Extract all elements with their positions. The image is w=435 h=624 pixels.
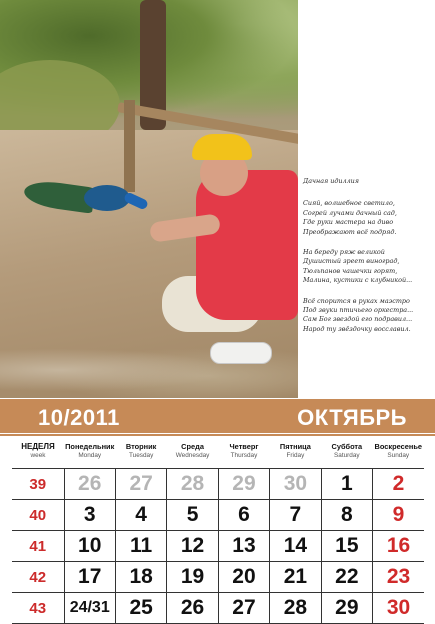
poem-stanza <box>303 199 431 237</box>
week-label-en: week <box>30 452 46 459</box>
calendar-week-row <box>12 500 424 531</box>
poem-line: Сам Бог звездой его подравил... <box>303 315 413 324</box>
day-cell: 13 <box>218 531 269 562</box>
header-divider <box>0 434 435 436</box>
week-number: 39 <box>12 469 64 500</box>
poem-line: Сияй, волшебное светило, <box>303 199 395 208</box>
weekday-header <box>167 440 218 469</box>
poem-line: Душистый зреет виноград, <box>303 257 400 266</box>
weekday-name: Воскресенье <box>374 442 422 451</box>
day-cell: 28 <box>270 593 321 624</box>
photo-fence-post <box>124 100 135 192</box>
poem-line: Где руки мастера на диво <box>303 218 394 227</box>
poem-title: Дачная идиллия <box>303 177 360 185</box>
poem-line: Малина, кустики с клубникой... <box>303 276 413 285</box>
poem-line: На береду ряж великой <box>303 248 385 257</box>
poem-stanza <box>303 248 431 286</box>
weekday-header <box>218 440 269 469</box>
week-number: 41 <box>12 531 64 562</box>
poem-line: Преображают всё подряд. <box>303 227 397 236</box>
day-cell: 10 <box>64 531 115 562</box>
weekday-name-en: Sunday <box>387 452 410 459</box>
week-label: НЕДЕЛЯ <box>21 442 55 451</box>
weekday-name: Вторник <box>125 442 157 451</box>
calendar-week-row <box>12 469 424 500</box>
day-cell: 29 <box>321 593 372 624</box>
weekday-name: Пятница <box>279 442 311 451</box>
day-cell: 12 <box>167 531 218 562</box>
day-cell: 15 <box>321 531 372 562</box>
day-cell-sunday: 23 <box>373 562 424 593</box>
weekday-header <box>64 440 115 469</box>
weekday-name-en: Tuesday <box>128 452 154 459</box>
day-cell: 26 <box>167 593 218 624</box>
day-cell-prev-month: 30 <box>270 469 321 500</box>
day-cell: 27 <box>218 593 269 624</box>
weekday-name: Понедельник <box>65 442 115 451</box>
calendar-grid <box>12 440 424 624</box>
poem <box>303 177 431 345</box>
weekday-name-en: Wednesday <box>175 452 210 459</box>
weekday-name-en: Friday <box>286 452 305 459</box>
calendar-photo <box>0 0 298 398</box>
day-cell: 24/31 <box>64 593 115 624</box>
month-number: 10/2011 <box>38 405 120 430</box>
day-cell: 20 <box>218 562 269 593</box>
day-cell: 17 <box>64 562 115 593</box>
weekday-name: Среда <box>181 442 204 451</box>
weekday-header <box>270 440 321 469</box>
week-column-header <box>12 440 64 469</box>
week-number: 40 <box>12 500 64 531</box>
day-cell: 7 <box>270 500 321 531</box>
day-cell-sunday: 30 <box>373 593 424 624</box>
weekday-name-en: Monday <box>78 452 102 459</box>
day-cell: 19 <box>167 562 218 593</box>
weekday-header <box>115 440 166 469</box>
poem-line: Всё спорится в руках маэстро <box>303 296 410 305</box>
day-cell: 22 <box>321 562 372 593</box>
poem-stanza <box>303 297 431 335</box>
day-cell: 18 <box>115 562 166 593</box>
poem-line: Тюльпанов чашечки горят, <box>303 266 398 275</box>
peacock-body <box>84 185 130 211</box>
weekday-header <box>373 440 424 469</box>
month-header-bar <box>0 399 435 433</box>
month-name: ОКТЯБРЬ <box>297 405 407 430</box>
calendar-week-row <box>12 531 424 562</box>
poem-line: Согрей лучами дачный сад, <box>303 208 397 217</box>
day-cell: 21 <box>270 562 321 593</box>
calendar-week-row <box>12 562 424 593</box>
man-shoe <box>210 342 272 364</box>
weekday-name-en: Thursday <box>230 452 258 459</box>
week-number: 42 <box>12 562 64 593</box>
weekday-name: Четверг <box>229 442 259 451</box>
week-number: 43 <box>12 593 64 624</box>
day-cell: 14 <box>270 531 321 562</box>
poem-line: Под звуки птичьего оркестра... <box>303 306 414 315</box>
day-cell: 11 <box>115 531 166 562</box>
day-cell-sunday: 9 <box>373 500 424 531</box>
day-cell: 8 <box>321 500 372 531</box>
day-cell: 3 <box>64 500 115 531</box>
day-cell: 25 <box>115 593 166 624</box>
weekday-name-en: Saturday <box>334 452 360 459</box>
day-cell-prev-month: 27 <box>115 469 166 500</box>
day-cell-prev-month: 29 <box>218 469 269 500</box>
day-cell-prev-month: 28 <box>167 469 218 500</box>
day-cell-sunday: 2 <box>373 469 424 500</box>
day-cell: 1 <box>321 469 372 500</box>
weekday-header-row <box>12 440 424 469</box>
weekday-name: Суббота <box>331 442 363 451</box>
man-cap <box>192 134 252 160</box>
poem-line: Народ ту звёздочку восславил. <box>303 324 411 333</box>
day-cell: 4 <box>115 500 166 531</box>
weekday-header <box>321 440 372 469</box>
day-cell: 6 <box>218 500 269 531</box>
calendar-week-row <box>12 593 424 624</box>
day-cell-sunday: 16 <box>373 531 424 562</box>
day-cell: 5 <box>167 500 218 531</box>
day-cell-prev-month: 26 <box>64 469 115 500</box>
